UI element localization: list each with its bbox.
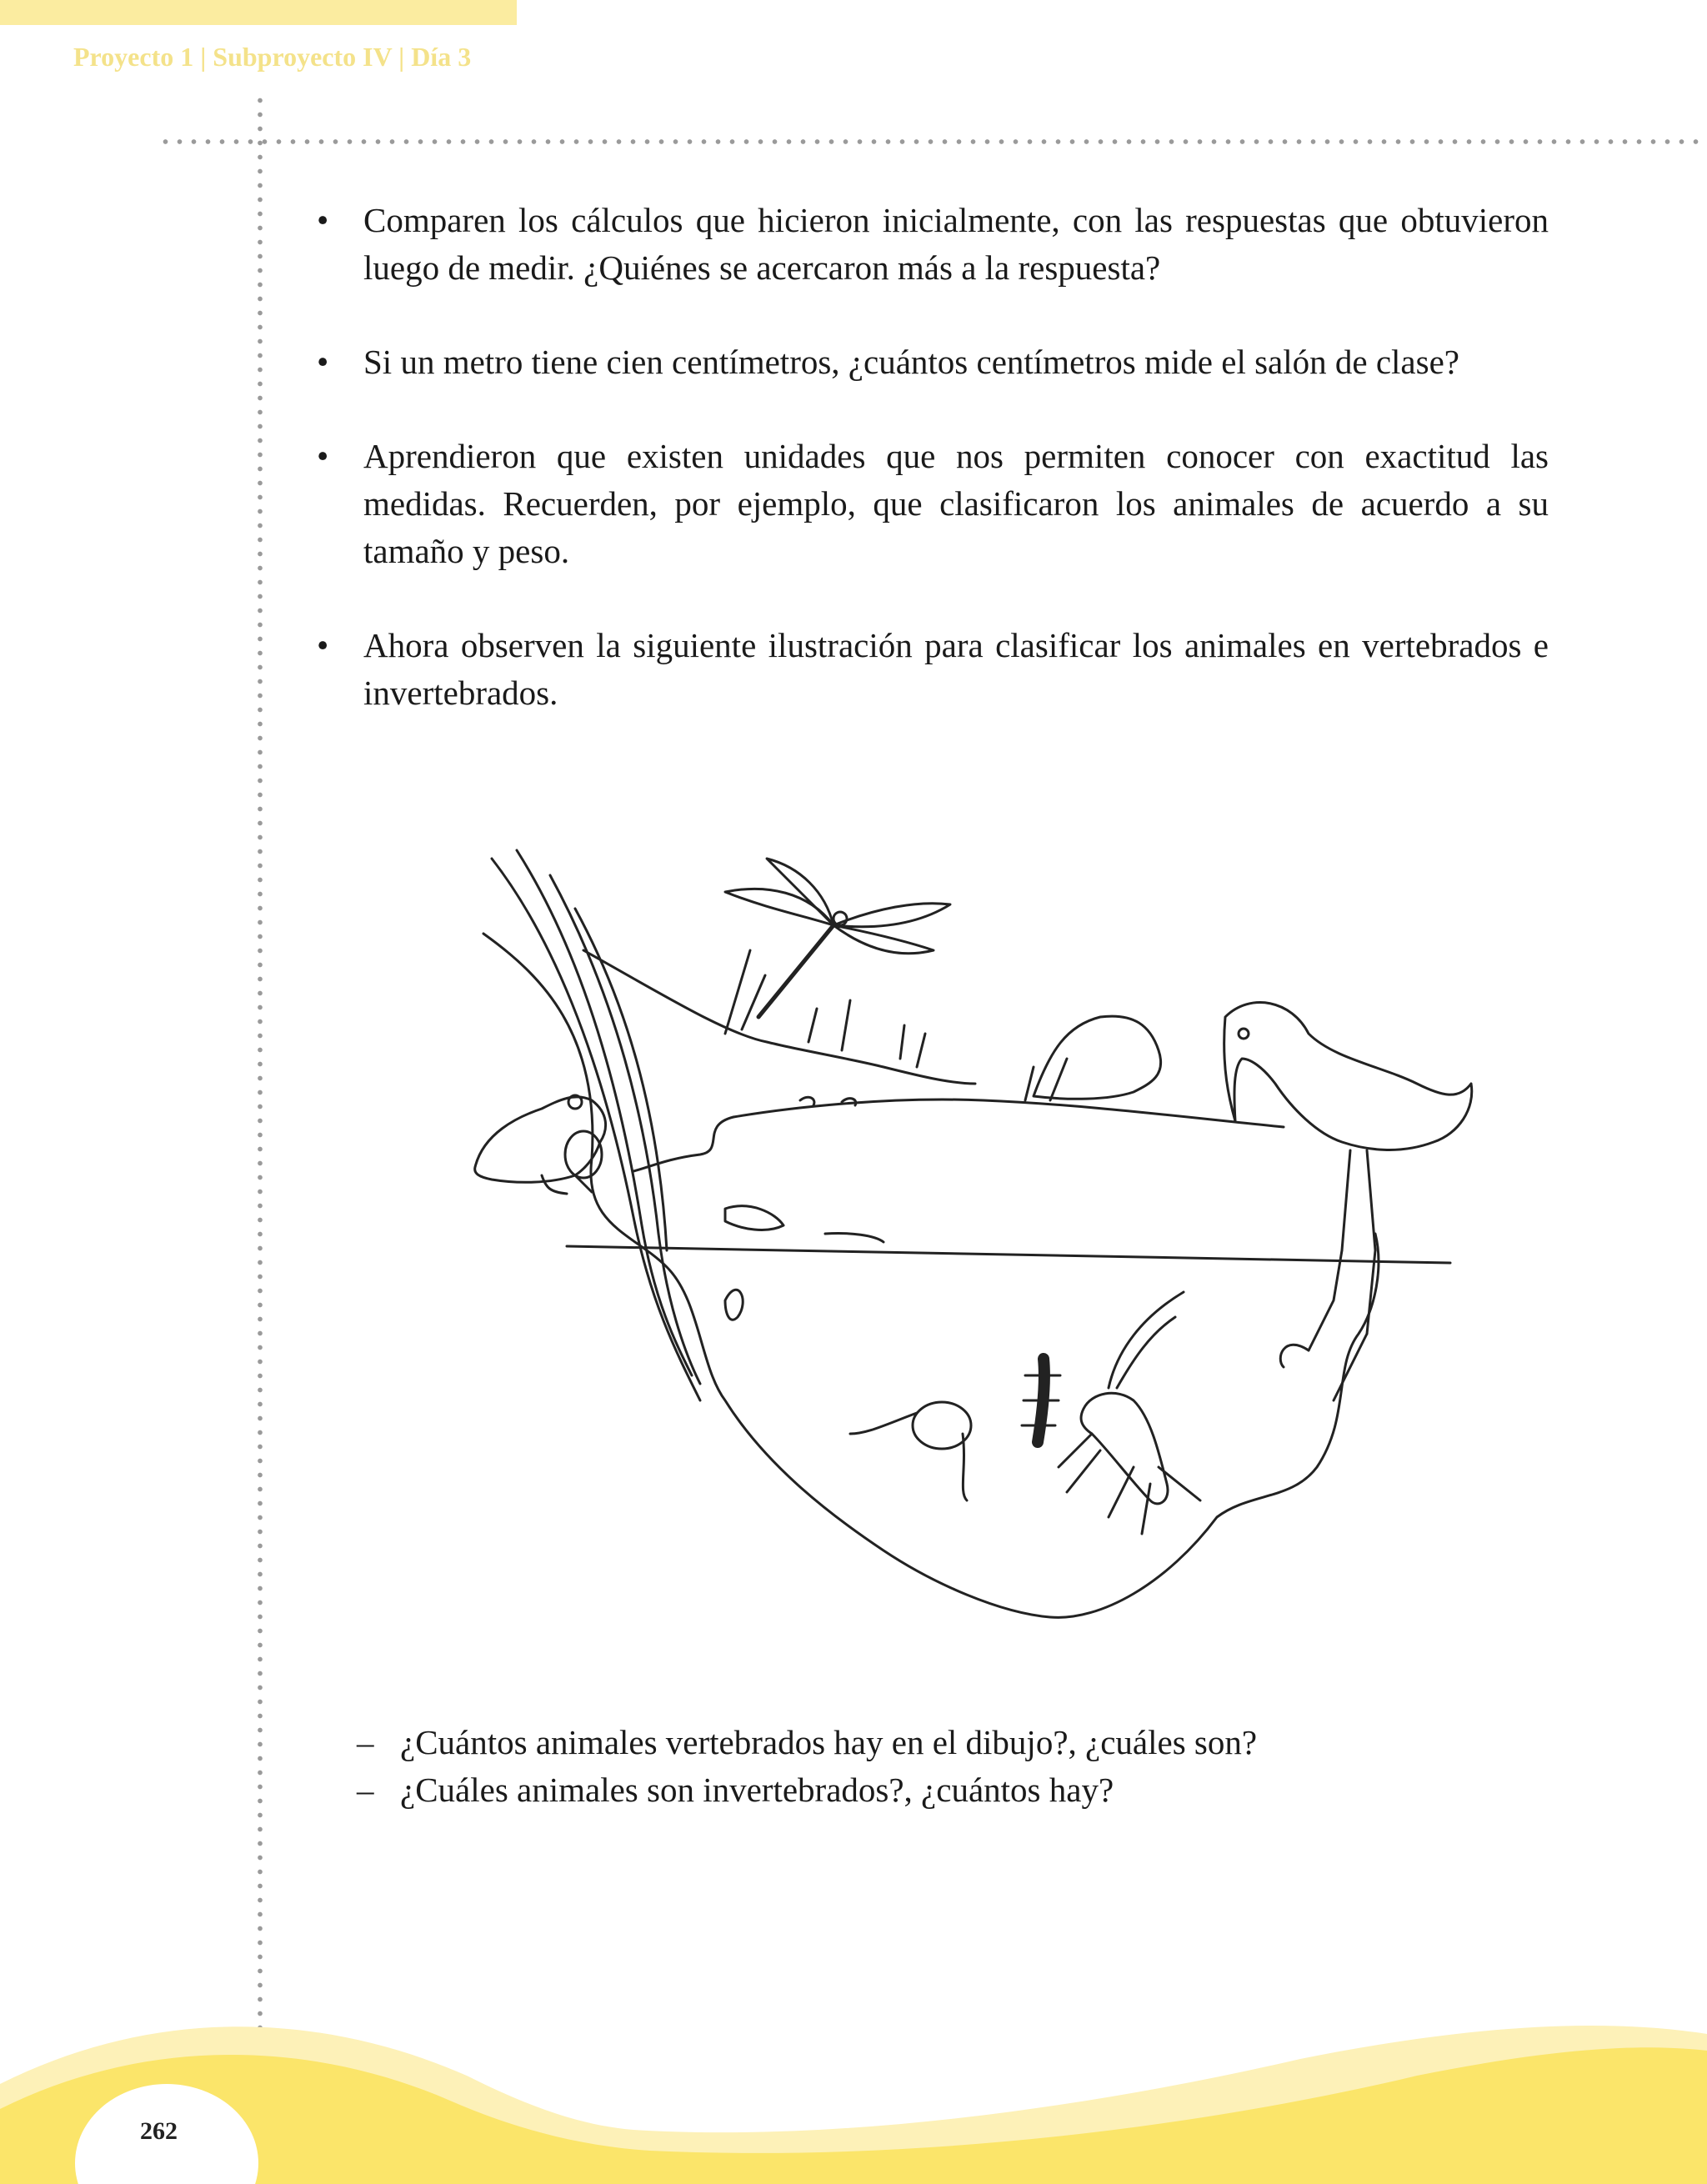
frog-drawing [475, 1095, 606, 1194]
bullet-text: Aprendieron que existen unidades que nos permiten conocer con exactitud las medidas. Recuerden, por ejemplo, que clasificaron los animales de acuerdo a su tamaño y peso. [363, 437, 1549, 570]
far-shore [733, 1100, 1284, 1127]
question-dash: – [357, 1723, 374, 1761]
bullet-symbol: • [317, 201, 329, 239]
bullet-item [317, 622, 1549, 717]
surface-leaf [725, 1206, 783, 1230]
question-text: ¿Cuántos animales vertebrados hay en el dibujo?, ¿cuáles son? [400, 1723, 1258, 1761]
running-header: Proyecto 1 | Subproyecto IV | Día 3 [73, 42, 472, 72]
pond-illustration [450, 834, 1517, 1634]
bullet-item [317, 433, 1549, 575]
bullet-item [317, 197, 1549, 292]
tadpole-drawing [850, 1402, 971, 1500]
question-text: ¿Cuáles animales son invertebrados?, ¿cuántos hay? [400, 1771, 1114, 1809]
question-item [357, 1719, 1257, 1766]
bullet-text: Ahora observen la siguiente ilustración para clasificar los animales en vertebrados e invertebrados. [363, 626, 1549, 712]
dragonfly-drawing [725, 859, 950, 1017]
footer-wave [0, 1984, 1707, 2184]
question-dash: – [357, 1771, 374, 1809]
question-item [357, 1766, 1257, 1814]
page-number: 262 [140, 2117, 178, 2145]
bullet-symbol: • [317, 626, 329, 664]
reeds [492, 859, 700, 1400]
bullet-text: Comparen los cálculos que hicieron inicialmente, con las respuestas que obtuvieron luego de medir. ¿Quiénes se acercaron más a la respuesta? [363, 201, 1549, 287]
larva-drawing [1022, 1359, 1060, 1442]
bullet-text: Si un metro tiene cien centímetros, ¿cuántos centímetros mide el salón de clase? [363, 343, 1459, 381]
dotted-rule-vertical [257, 93, 263, 2061]
bullet-symbol: • [317, 437, 329, 475]
water-insect-drawing [1059, 1292, 1200, 1534]
bullet-list [317, 197, 1549, 764]
water-line [567, 1246, 1450, 1263]
question-list [357, 1719, 1257, 1814]
bullet-symbol: • [317, 343, 329, 381]
header-color-bar [0, 0, 517, 25]
dotted-rule-horizontal [158, 138, 1707, 145]
bullet-item [317, 338, 1549, 386]
bird-drawing [1224, 1003, 1472, 1400]
rock [1034, 1016, 1161, 1099]
